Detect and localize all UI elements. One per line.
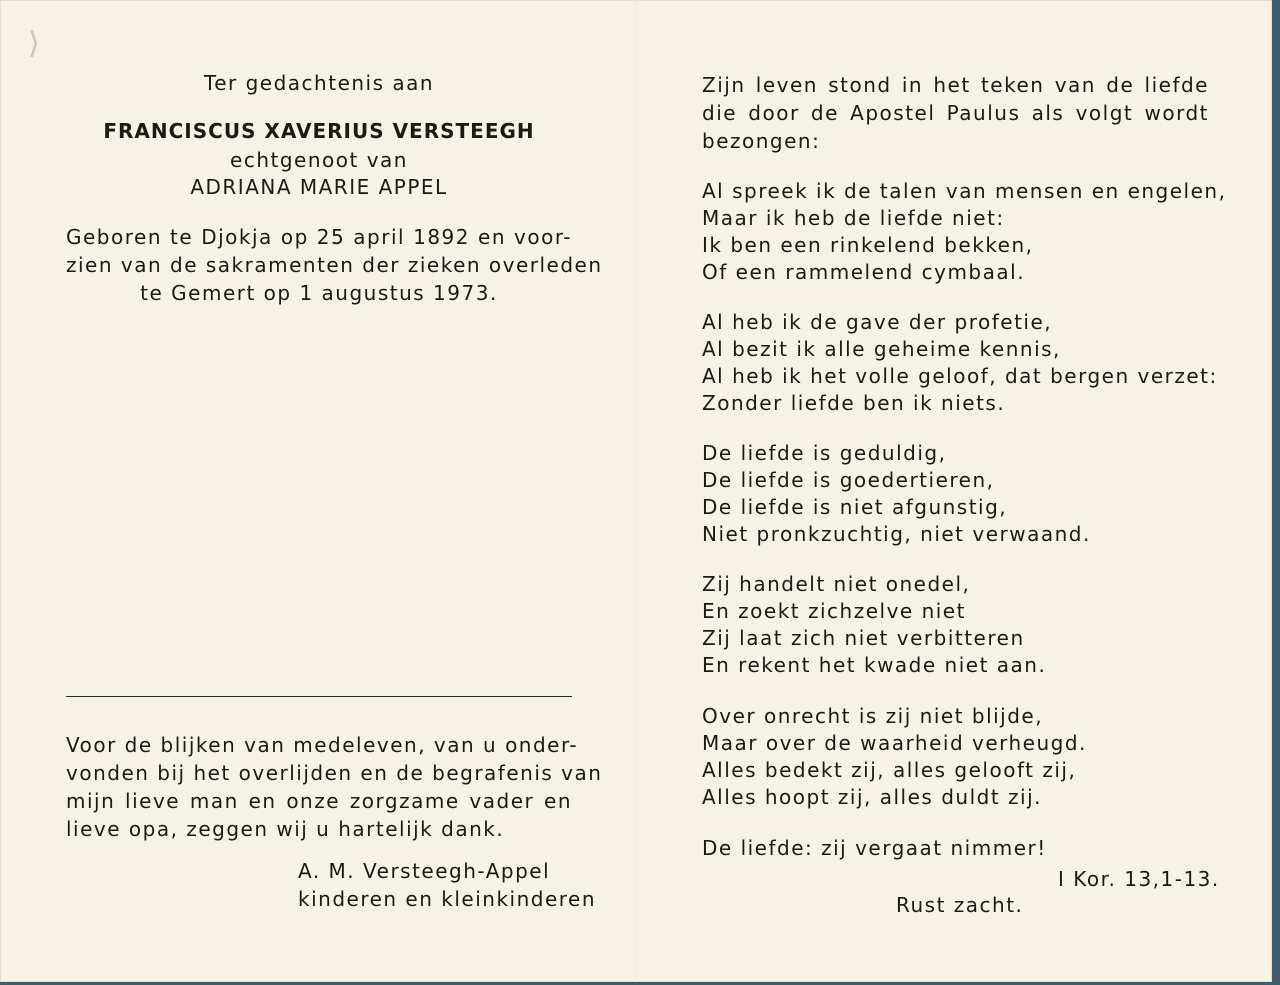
bio-line: te Gemert op 1 augustus 1973.: [140, 281, 498, 305]
card-fold: [636, 0, 638, 982]
thanks-line: mijn lieve man en onze zorgzame vader en: [66, 789, 572, 813]
poem-line: Al bezit ik alle geheime kennis,: [702, 337, 1061, 361]
poem-line: Al heb ik de gave der profetie,: [702, 310, 1053, 334]
bible-reference: I Kor. 13,1-13.: [1058, 867, 1220, 891]
poem-line: Al spreek ik de talen van mensen en engelen,: [702, 179, 1227, 203]
intro-text: Ter gedachtenis aan: [203, 71, 435, 95]
bio-line: Geboren te Djokja op 25 april 1892 en voor-: [66, 225, 572, 249]
poem-intro-line: bezongen:: [702, 129, 821, 153]
poem-line: Zonder liefde ben ik niets.: [702, 391, 1006, 415]
signature-name: A. M. Versteegh-Appel: [298, 859, 551, 883]
poem-line: Zij laat zich niet verbitteren: [702, 626, 1025, 650]
poem-line: De liefde is niet afgunstig,: [702, 495, 1008, 519]
poem-line: Al heb ik het volle geloof, dat bergen verzet:: [702, 364, 1218, 388]
poem-line: De liefde is geduldig,: [702, 441, 947, 465]
bio-line: zien van de sakramenten der zieken overleden: [66, 253, 603, 277]
poem-line: Of een rammelend cymbaal.: [702, 260, 1026, 284]
poem-line: Maar ik heb de liefde niet:: [702, 206, 1005, 230]
signature-family: kinderen en kleinkinderen: [298, 887, 597, 911]
pencil-mark: ⟩: [28, 26, 40, 61]
poem-closing: De liefde: zij vergaat nimmer!: [702, 836, 1047, 860]
divider: [66, 696, 572, 697]
poem-line: Over onrecht is zij niet blijde,: [702, 704, 1044, 728]
poem-line: En rekent het kwade niet aan.: [702, 653, 1047, 677]
poem-line: Alles hoopt zij, alles duldt zij.: [702, 785, 1042, 809]
poem-intro-line: Zijn leven stond in het teken van de liefde: [702, 73, 1209, 97]
poem-line: En zoekt zichzelve niet: [702, 599, 966, 623]
farewell-text: Rust zacht.: [896, 893, 1024, 917]
spouse-label: echtgenoot van: [230, 148, 408, 172]
poem-line: Maar over de waarheid verheugd.: [702, 731, 1087, 755]
poem-intro-line: die door de Apostel Paulus als volgt wordt: [702, 101, 1209, 125]
thanks-line: lieve opa, zeggen wij u hartelijk dank.: [66, 817, 505, 841]
deceased-name: FRANCISCUS XAVERIUS VERSTEEGH: [103, 119, 535, 143]
thanks-line: Voor de blijken van medeleven, van u onder-: [66, 733, 579, 757]
poem-line: Zij handelt niet onedel,: [702, 572, 971, 596]
thanks-line: vonden bij het overlijden en de begrafenis van: [66, 761, 603, 785]
poem-line: Alles bedekt zij, alles gelooft zij,: [702, 758, 1077, 782]
spouse-name: ADRIANA MARIE APPEL: [190, 175, 448, 199]
poem-line: De liefde is goedertieren,: [702, 468, 995, 492]
poem-line: Ik ben een rinkelend bekken,: [702, 233, 1034, 257]
poem-line: Niet pronkzuchtig, niet verwaand.: [702, 522, 1091, 546]
